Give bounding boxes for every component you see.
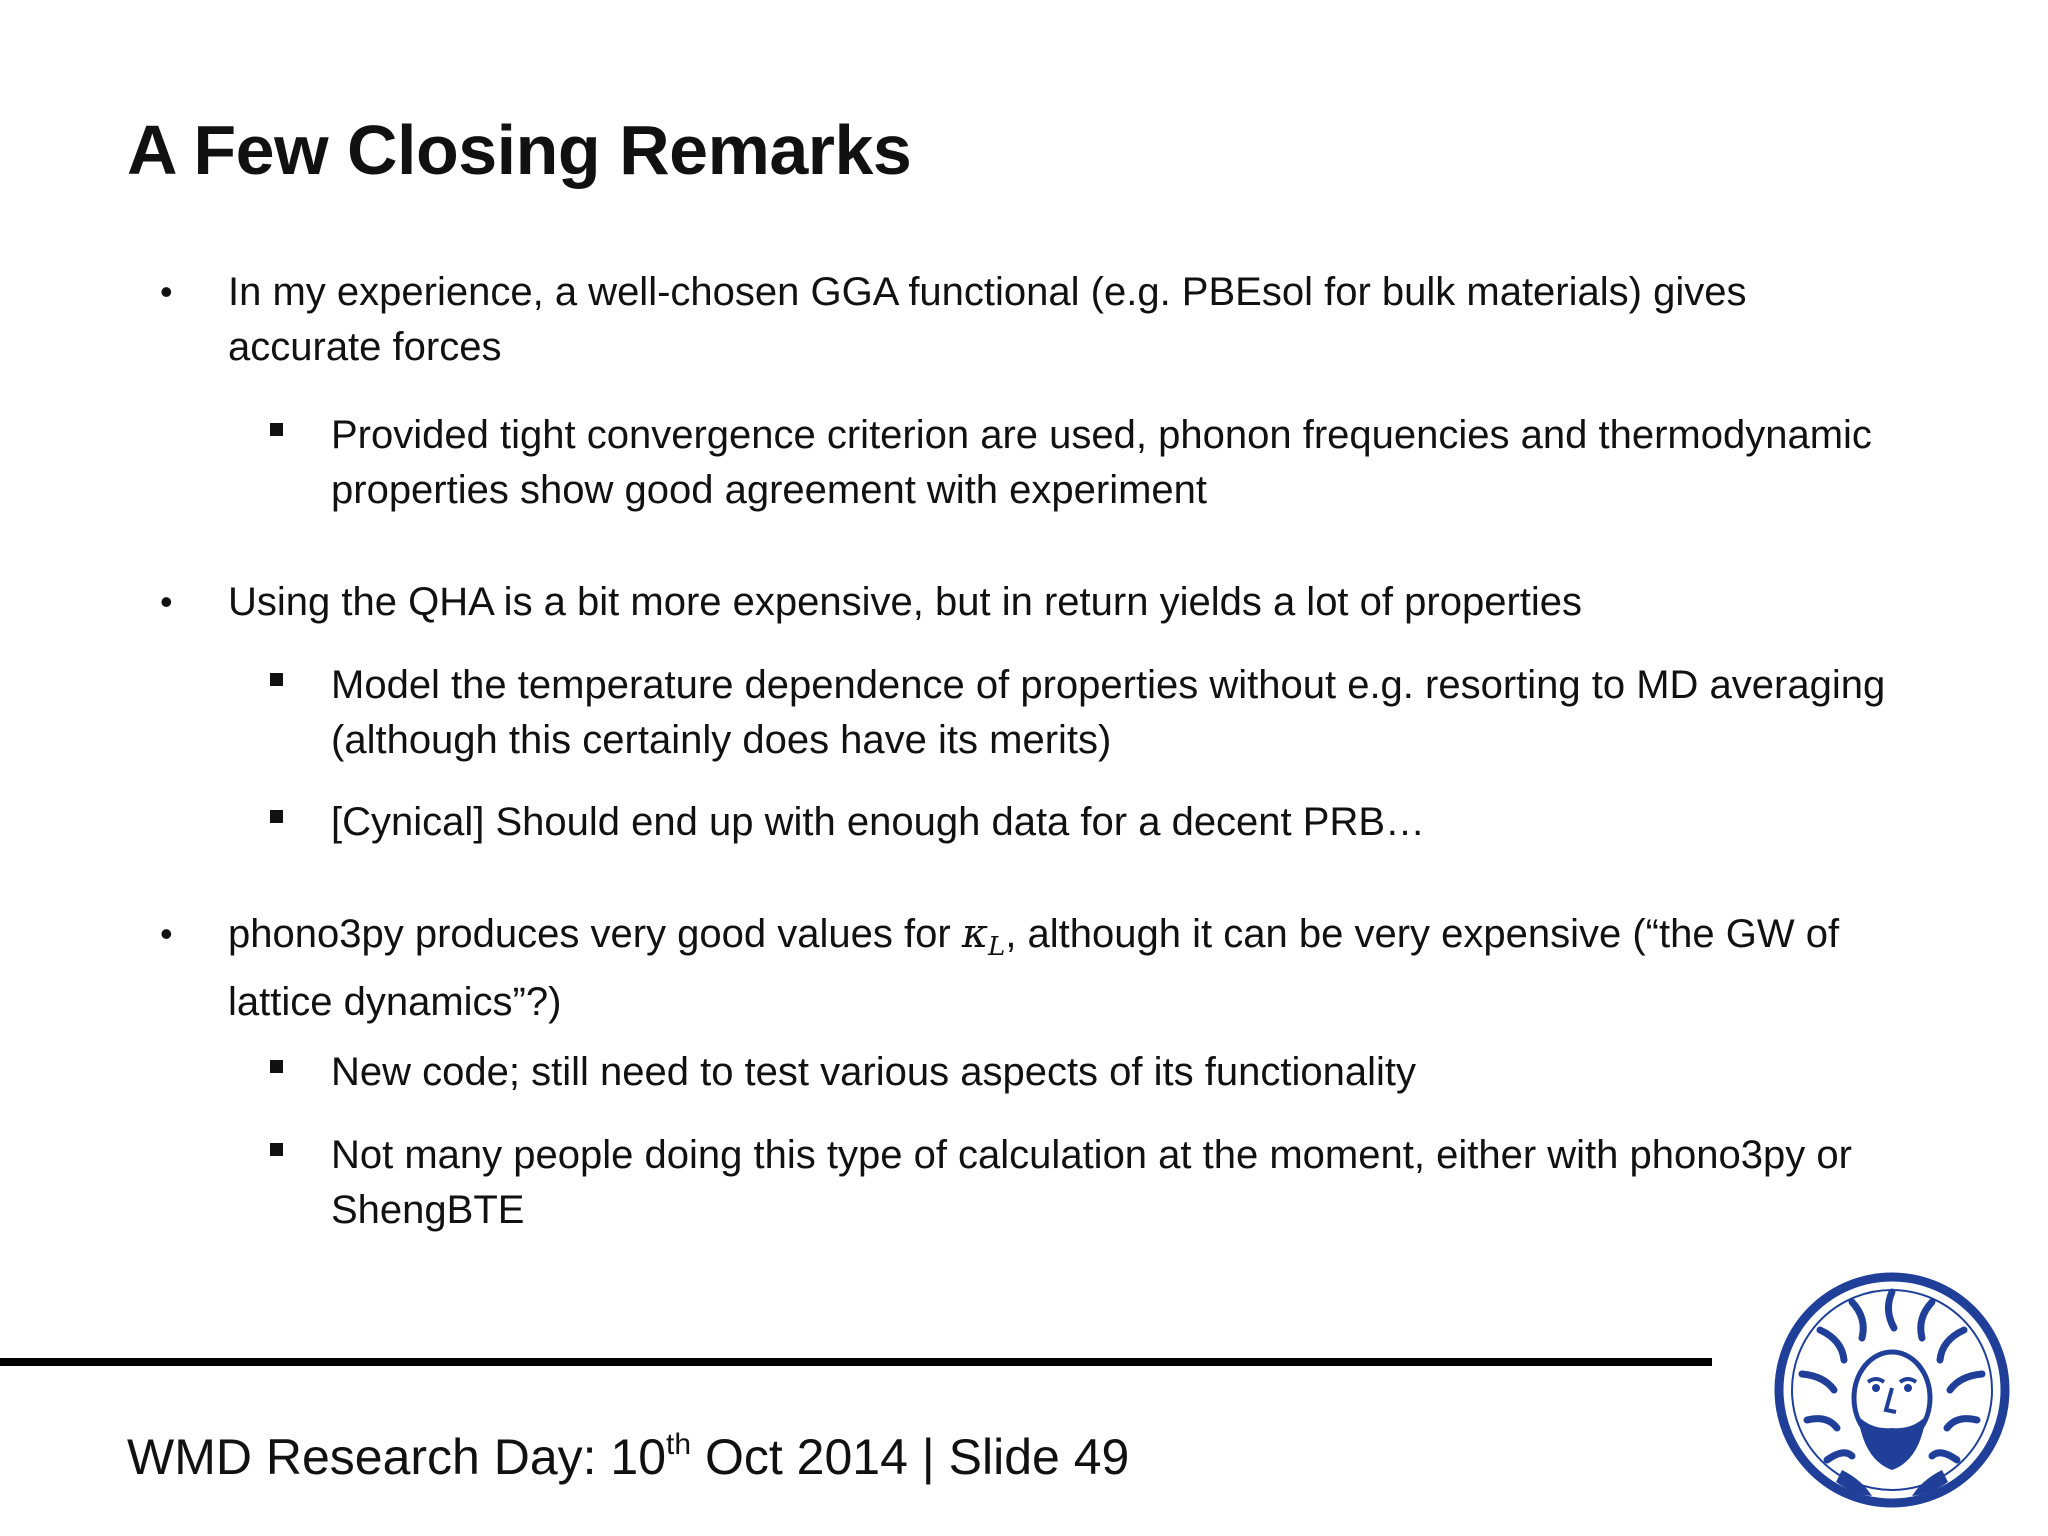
bullet-text	[228, 907, 1888, 1030]
sub-bullet-text: New code; still need to test various aspects of its functionality	[331, 1050, 1416, 1094]
math-subscript: L	[988, 932, 1006, 962]
footer-superscript: th	[666, 1428, 692, 1461]
slide-title: A Few Closing Remarks	[127, 111, 912, 189]
footer-suffix: Oct 2014 | Slide 49	[691, 1429, 1130, 1485]
footer-text	[127, 1430, 1129, 1485]
sub-bullet-text: Not many people doing this type of calculation at the moment, either with phono3py or ShengBTE	[331, 1133, 1852, 1232]
bullet-dot-icon: •	[160, 581, 173, 622]
footer-prefix: WMD Research Day: 10	[127, 1429, 667, 1485]
sub-bullet-text: Model the temperature dependence of properties without e.g. resorting to MD averaging (although this certainly does have its merits)	[331, 663, 1886, 762]
square-bullet-icon	[270, 1060, 283, 1073]
square-bullet-icon	[270, 423, 283, 436]
bullet-text: In my experience, a well-chosen GGA functional (e.g. PBEsol for bulk materials) gives accurate forces	[228, 270, 1747, 369]
footer-divider	[0, 1358, 1712, 1366]
university-seal-icon	[1772, 1270, 2012, 1510]
square-bullet-icon	[270, 1143, 283, 1156]
bullet-dot-icon: •	[160, 271, 173, 312]
math-symbol: κ	[961, 911, 989, 957]
bullet-text-after: , although it can be very expensive (“the GW of lattice dynamics”?)	[228, 912, 1840, 1024]
bullet-text: Using the QHA is a bit more expensive, but in return yields a lot of properties	[228, 580, 1583, 624]
bullet-dot-icon: •	[160, 913, 173, 954]
square-bullet-icon	[270, 673, 283, 686]
bullet-text-before: phono3py produces very good values for	[228, 912, 962, 956]
sub-bullet-text: Provided tight convergence criterion are used, phonon frequencies and thermodynamic properties show good agreement with experiment	[331, 413, 1872, 512]
sub-bullet-text: [Cynical] Should end up with enough data for a decent PRB…	[331, 800, 1426, 844]
square-bullet-icon	[270, 810, 283, 823]
kappa-l-symbol	[961, 911, 1006, 962]
